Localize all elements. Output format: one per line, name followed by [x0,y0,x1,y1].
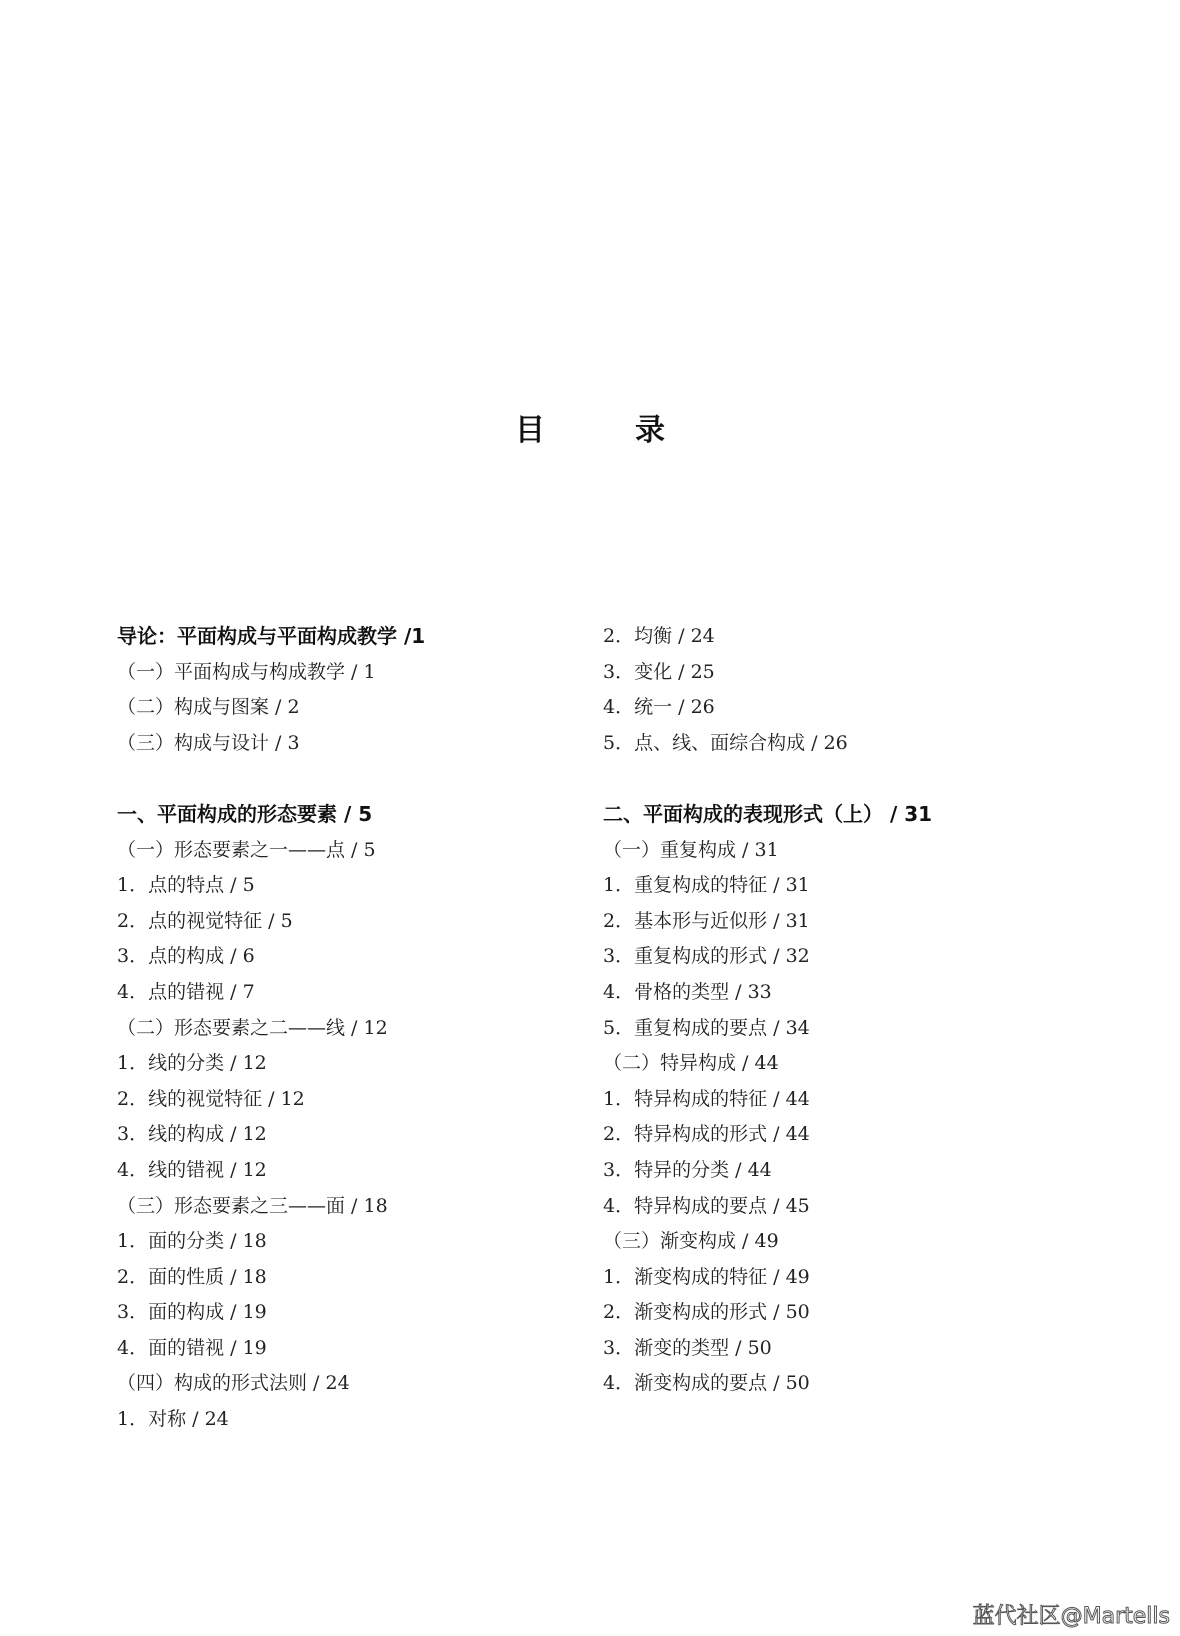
toc-entry: （三）构成与设计 / 3 [117,731,300,754]
toc-entry: 4．特异构成的要点 / 45 [603,1194,810,1217]
toc-entry: （四）构成的形式法则 / 24 [117,1372,350,1395]
toc-entry: （二）特异构成 / 44 [603,1052,779,1075]
toc-entry: 2．基本形与近似形 / 31 [603,909,810,932]
toc-entry: 2．点的视觉特征 / 5 [117,909,293,932]
toc-entry: 1．重复构成的特征 / 31 [603,874,810,897]
toc-entry: 4．线的错视 / 12 [117,1158,267,1181]
toc-entry: 4．渐变构成的要点 / 50 [603,1372,810,1395]
toc-right-column [603,619,932,1402]
page-title: 目 录 [515,413,695,448]
spacer [117,761,425,797]
toc-entry: 2．渐变构成的形式 / 50 [603,1301,810,1324]
toc-entry: 4．点的错视 / 7 [117,980,255,1003]
toc-entry: 3．点的构成 / 6 [117,945,255,968]
toc-entry: 1．面的分类 / 18 [117,1230,267,1253]
toc-entry: （三）渐变构成 / 49 [603,1230,779,1253]
toc-entry: 3．特异的分类 / 44 [603,1158,772,1181]
toc-entry: 4．统一 / 26 [603,696,715,719]
toc-chapter-heading: 二、平面构成的表现形式（上） / 31 [603,801,933,826]
toc-entry: 3．重复构成的形式 / 32 [603,945,810,968]
toc-entry: 3．渐变的类型 / 50 [603,1336,772,1359]
toc-entry: 2．特异构成的形式 / 44 [603,1123,810,1146]
toc-chapter-heading: 一、平面构成的形态要素 / 5 [117,801,373,826]
toc-entry: 1．特异构成的特征 / 44 [603,1087,810,1110]
toc-entry: （三）形态要素之三——面 / 18 [117,1194,388,1217]
toc-entry: （二）构成与图案 / 2 [117,696,300,719]
toc-entry: （一）平面构成与构成教学 / 1 [117,660,376,683]
toc-left-column [117,619,425,1438]
toc-entry: 5．重复构成的要点 / 34 [603,1016,810,1039]
toc-entry: 1．线的分类 / 12 [117,1052,267,1075]
toc-entry: 5．点、线、面综合构成 / 26 [603,731,848,754]
toc-entry: 2．线的视觉特征 / 12 [117,1087,305,1110]
spacer [603,761,932,797]
toc-entry: 3．变化 / 25 [603,660,715,683]
toc-entry: （一）形态要素之一——点 / 5 [117,838,376,861]
toc-entry: 3．面的构成 / 19 [117,1301,267,1324]
watermark: 蓝代社区@Martells [972,1604,1170,1629]
toc-entry: 1．渐变构成的特征 / 49 [603,1265,810,1288]
toc-entry: 1．对称 / 24 [117,1408,229,1431]
toc-entry: 3．线的构成 / 12 [117,1123,267,1146]
toc-entry: （二）形态要素之二——线 / 12 [117,1016,388,1039]
toc-entry: 1．点的特点 / 5 [117,874,255,897]
toc-entry: 2．均衡 / 24 [603,625,715,647]
toc-entry: 4．骨格的类型 / 33 [603,980,772,1003]
toc-entry: （一）重复构成 / 31 [603,838,779,861]
toc-entry: 2．面的性质 / 18 [117,1265,267,1288]
toc-entry: 4．面的错视 / 19 [117,1336,267,1359]
toc-chapter-heading: 导论：平面构成与平面构成教学 /1 [117,624,426,648]
